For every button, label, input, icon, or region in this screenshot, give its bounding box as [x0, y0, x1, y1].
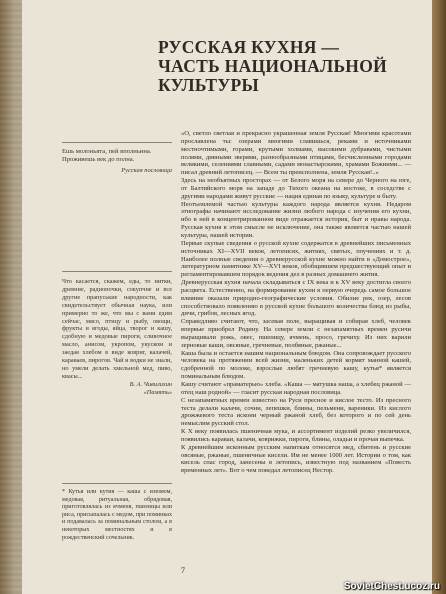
- body-paragraph: «О, светло светлая и прекрасно украшенная земля Русская! Многими красотами прославлена ты: озерами многими славишься, реками и источниками местночтимыми, горами, крутыми холмами, высокими дубравами, чистыми полями, дивными зверями, разнообразными птицами, бесчисленными городами великими, селениями славными, садами монастырскими, храмами Божиими... — писал древний летописец. — Всем ты преисполнена, земля Русская!..»: [181, 130, 411, 177]
- body-paragraph: Справедливо считают, что, засевая поле, выращивая и собирая хлеб, человек впервые приобрел Родину. На севере земли с незапамятных времен русичи выращивали рожь, овес, пшеницу, ячмень, просо, гречиху. Из них варили зерновые каши, овсяные, гречневые, полбяные, ржаные...: [181, 318, 411, 349]
- sidebar-quote-work: «Память»: [143, 389, 172, 396]
- chapter-title-line-3: КУЛЬТУРЫ: [158, 75, 259, 95]
- chapter-title: [158, 38, 408, 95]
- sidebar-quote-divider: [62, 271, 172, 272]
- body-paragraph: Первые скупые сведения о русской кухне содержатся в древнейших письменных источниках XI—XVII веков, летописях, житиях, святых, поучениях и т. д. Наиболее полные сведения о древнерусской кухне можно найти в «Домострое», литературном памятнике XV—XVI веков, обобщившем предшествующий опыт и регламентировавшем порядок ведения дел в разных домашнего жития.: [181, 239, 411, 279]
- body-paragraph: К X веку появилась пшеничная мука, и ассортимент изделий резко увеличился, появились караваи, калачи, коврижки, пироги, блины, оладьи и прочая выпечка.: [181, 428, 411, 443]
- footnote-text: * Кутья или кутия — каша с изюмом, медовая, ритуальная, обрядовая, приготовлялась из ячменя, пшеницы или риса, присыпалась с медом, при поминках и подавалась за поминальным столом, а в некоторых местностях и в рождественский сочельник.: [62, 489, 172, 541]
- body-paragraph: Каша была и остается нашим национальным блюдом. Она сопровождает русского человека на протяжении всей жизни, маленьких детей кормят манной кашей, сдобренной по молоке, взрослые любят гречневую кашу, кутья* является поминальным блюдом.: [181, 349, 411, 381]
- body-paragraph: С незапамятных времен известно на Руси пресное и кислое тесто. Из пресного теста делали калачи, сочни, лепешки, блины, пельмени, вареники. Из кислого дрожжевого теста искони черный ржаной хлеб, без которого и по сей день немыслим русский стол.: [181, 396, 411, 428]
- chapter-title-line-2: ЧАСТЬ НАЦИОНАЛЬНОЙ: [158, 56, 388, 76]
- body-text: [181, 130, 411, 475]
- site-watermark: SovietChest.ucoz.ru: [343, 581, 440, 592]
- body-paragraph: Кашу считают «праматерью» хлеба. «Каша — матушка наша, а хлебец ржаной — отец наш родной» — гласит русская народная пословица.: [181, 381, 411, 396]
- body-paragraph: К древнейшим исконным русским напиткам относятся мед, сбитень и русские овсяные, ржаные, пшеничные кисели. Им не менее 1000 лет. Истории о том, как кисель спас город, занесены в летопись, известную под названием «Повесть временных лет». Вот о чем поведал летописец Нестор.: [181, 443, 411, 475]
- epigraph-divider: [62, 142, 172, 143]
- book-spine-edge: [0, 0, 22, 594]
- epigraph-text: Ешь молоньята, пей вполньина. Проживешь век до полна.: [62, 148, 152, 163]
- footnote-divider: [62, 483, 172, 484]
- sidebar-quote-source: [62, 381, 172, 397]
- wooden-table-edge: [432, 0, 446, 594]
- sidebar-quote-author: В. А. Чивилихин: [129, 381, 172, 388]
- page-number: 7: [181, 566, 185, 575]
- epigraph-source: Русская пословица: [121, 167, 172, 174]
- body-paragraph: Древнерусская кухня начала складываться с IX века и к XV веку достигла своего расцвета. Естественно, на формирование кухни в первую очередь самое большое влияние оказали природно-географические условия. Обилие рек, озер, лесов способствовало появлению в русской кухне большого количества блюд из рыбы, дичи, грибов, лесных ягод.: [181, 279, 411, 318]
- body-paragraph: Неотъемлемой частью культуры каждого народа является кухня. Недаром этнографы начинают исследование жизни любого народа с изучения его кухни, ибо в ней в концентрированном виде отражается история, быт и нравы народа. Русская кухня в этом смысле не исключение, она также является частью нашей культуры, нашей истории.: [181, 200, 411, 239]
- body-paragraph: Здесь на необъятных просторах — от Белого моря на севере до Черного на юге, от Балтийского моря на западе до Тихого океана на востоке, в соседстве с другими народами живут русские — нация единая по языку, культуре и быту.: [181, 177, 411, 200]
- sidebar-quote-text: Что касается, скажем, еды, то нитки, древние, радиопочки, сокупчне и все другие прапуськие народности, как свидетельствует обычная наука, или примерно то же, что мы с вами едим сейчас, мясо, птицу и рыбу, овощи, фрукты и ягоды, яйца, творог и кашу, сдобную и медовые пироги, сливочное масло, анисом, укропом, укуском и заедая хлебом в виде ковриг, калачей, караваев, пирогов. Чай и водки не знали, но умели делать хмельной мед, пиво, квасы...: [62, 278, 172, 380]
- chapter-title-line-1: РУССКАЯ КУХНЯ —: [158, 37, 340, 57]
